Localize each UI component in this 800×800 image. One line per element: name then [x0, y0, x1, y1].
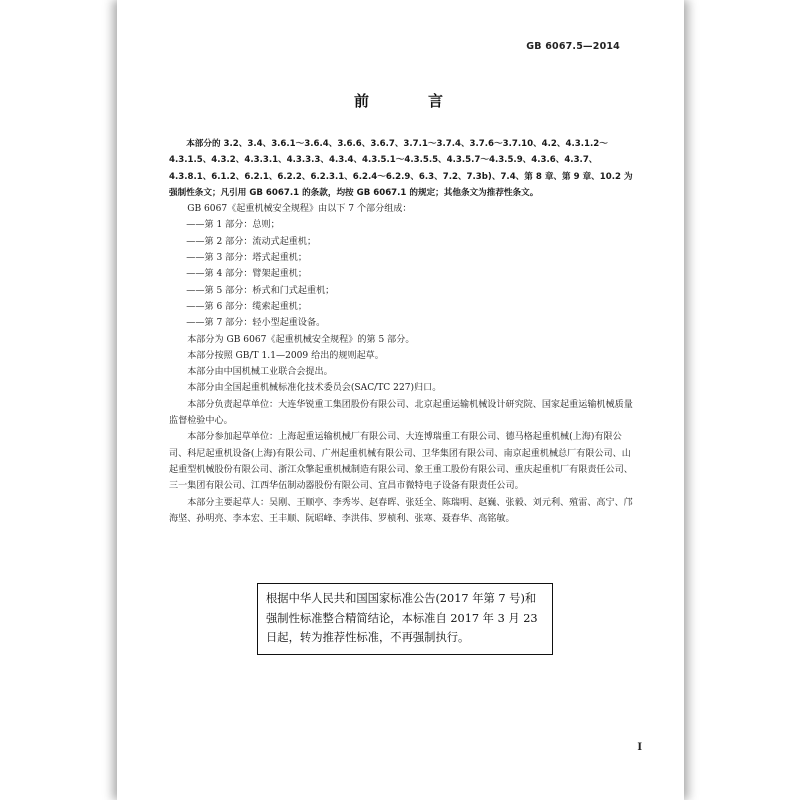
document-page — [117, 0, 684, 800]
part-statement-paragraph: 本部分为 GB 6067《起重机械安全规程》的第 5 部分。 — [187, 334, 415, 345]
foreword-body — [169, 136, 639, 527]
parts-intro-paragraph: GB 6067《起重机械安全规程》由以下 7 个部分组成： — [187, 204, 412, 215]
parts-list-item: ——第 6 部分：缆索起重机； — [186, 301, 307, 312]
responsible-drafters-paragraph: 本部分负责起草单位：大连华锐重工集团股份有限公司、北京起重运输机械设计研究院、国家起重运输机械质量监督检验中心。 — [169, 399, 633, 427]
participating-drafters-paragraph: 本部分参加起草单位：上海起重运输机械厂有限公司、大连博瑞重工有限公司、德马格起重机械(上海)有限公司、科尼起重机设备(上海)有限公司、广州起重机械有限公司、卫华集团有限公司、南京起重机械总厂有限公司、山起重型机械股份有限公司、浙江众擎起重机械制造有限公司、象王重工股份有限公司、重庆起重机厂有限责任公司、三一集团有限公司、江西华伍制动器股份有限公司、宜昌市微特电子设备有限责任公司。 — [169, 432, 633, 492]
standard-status-notice: 根据中华人民共和国国家标准公告(2017 年第 7 号)和强制性标准整合精简结论，本标准自 2017 年 3 月 23 日起，转为推荐性标准，不再强制执行。 — [257, 583, 553, 655]
page-title: 前 言 — [353, 92, 465, 110]
parts-list-item: ——第 7 部分：轻小型起重设备。 — [186, 318, 326, 329]
parts-list-item: ——第 4 部分：臂架起重机； — [186, 269, 307, 280]
mandatory-clauses-paragraph: 本部分的 3.2、3.4、3.6.1～3.6.4、3.6.6、3.6.7、3.7.1～3.7.4、3.7.6～3.7.10、4.2、4.3.1.2～4.3.1.5、4.3.2、4.3.3.1、4.3.3.3、4.3.4、4.3.5.1～4.3.5.5、4.3.5.7～4.3.5.9、4.3.6、4.3.7、4.3.8.1、6.1.2、6.2.1、6.2.2、6.2.3.1、6.2.4～6.2.9、6.3、7.2、7.3b)、7.4、第 8 章、第 9 章、10.2 为强制性条文；凡引用 GB 6067.1 的条款，均按 GB 6067.1 的规定；其他条文为推荐性条文。 — [169, 139, 633, 198]
standard-number: GB 6067.5—2014 — [526, 41, 620, 52]
parts-list-item: ——第 2 部分：流动式起重机； — [186, 236, 317, 247]
main-drafters-paragraph: 本部分主要起草人：吴刚、王顺亭、李秀岑、赵春晖、张廷全、陈瑞明、赵巍、张毅、刘元利、殖雷、高宁、邝海坚、孙明亮、李本宏、王丰顺、阮昭峰、李洪伟、罗桢利、张寒、聂春华、高铭敏。 — [169, 497, 633, 524]
parts-list-item: ——第 5 部分：桥式和门式起重机； — [186, 285, 335, 296]
proposer-paragraph: 本部分由中国机械工业联合会提出。 — [187, 367, 333, 378]
parts-list-item: ——第 1 部分：总则； — [186, 220, 280, 231]
drafting-rules-paragraph: 本部分按照 GB/T 1.1—2009 给出的规则起草。 — [187, 350, 384, 361]
parts-list-item: ——第 3 部分：塔式起重机； — [186, 253, 307, 264]
page-number: I — [637, 742, 642, 753]
committee-paragraph: 本部分由全国起重机械标准化技术委员会(SAC/TC 227)归口。 — [187, 383, 442, 394]
